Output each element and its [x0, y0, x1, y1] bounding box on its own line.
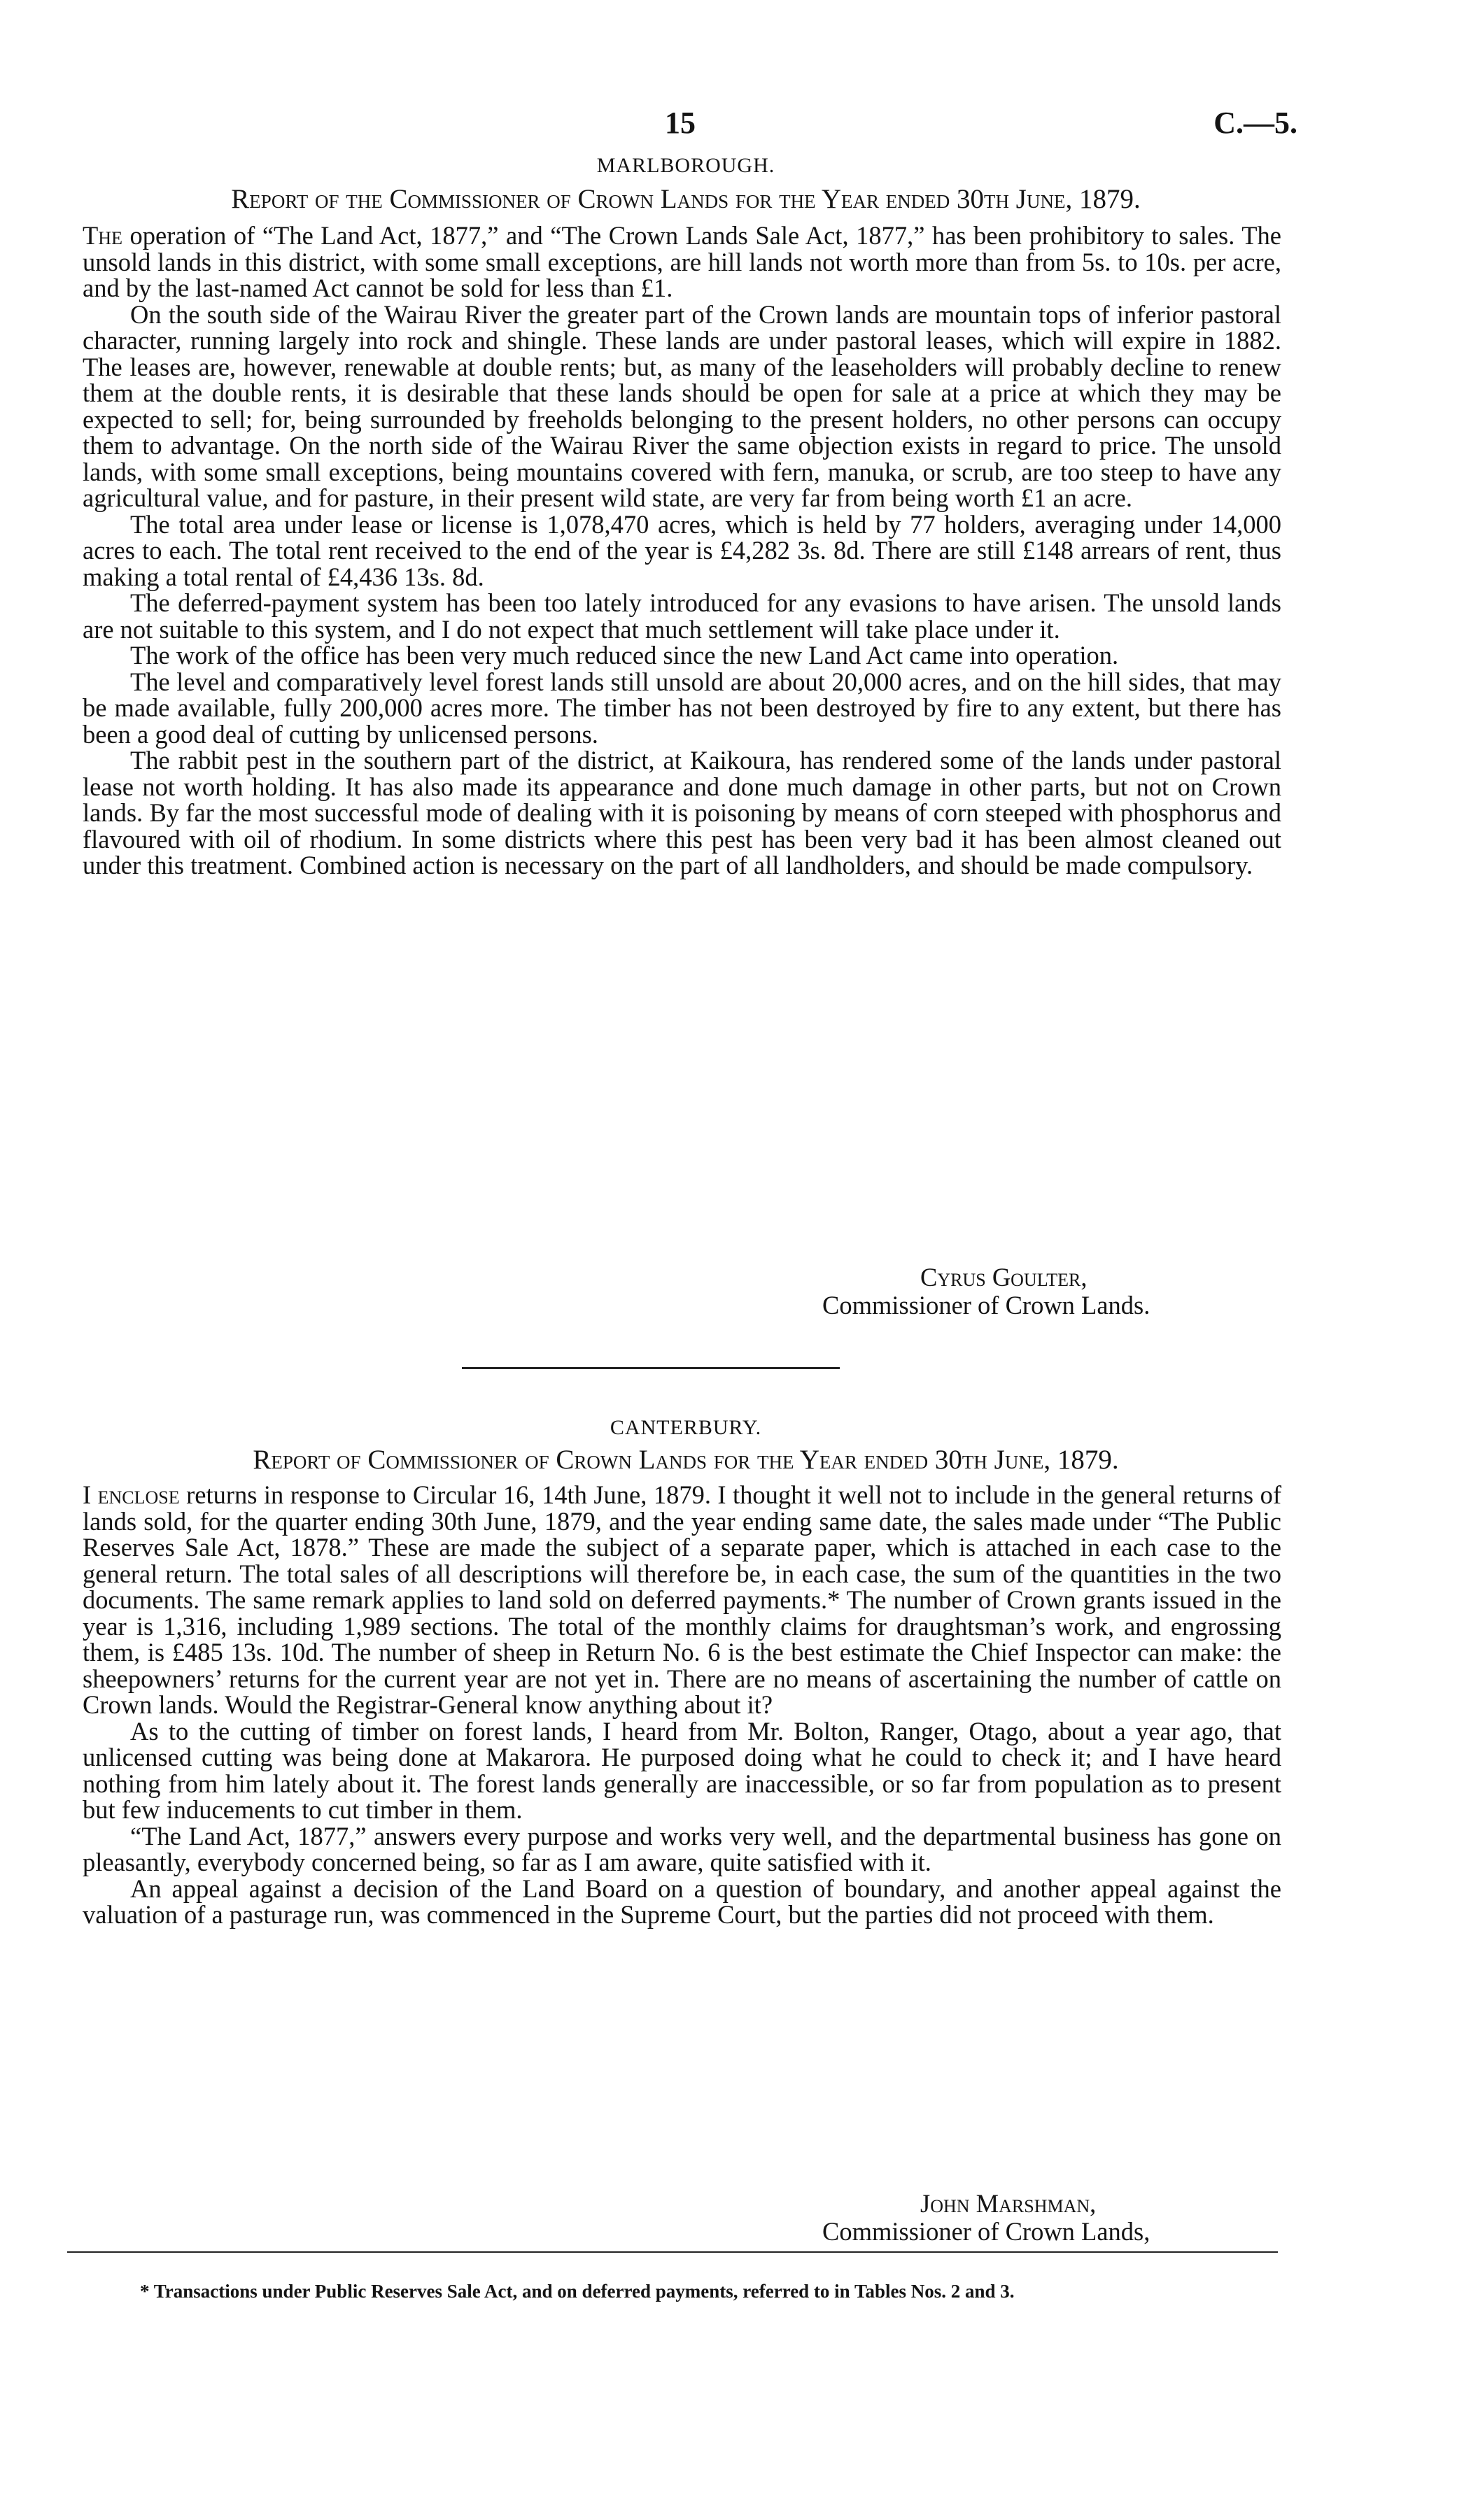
section-divider [462, 1367, 840, 1369]
paragraph-text: returns in response to Circular 16, 14th June, 1879. I thought it well not to include in the general returns of lands sold, for the quarter ending 30th June, 1879, and the year ending same date, the sales made under “The Public Reserves Sale Act, 1878.” These are made the subject of a separate paper, which is attached in each case to the general return. The total sales of all descriptions will therefore be, in each case, the sum of the quantities in the two documents. The same remark applies to land sold on deferred payments.* The number of Crown grants issued in the year is 1,316, including 1,989 sections. The total of the monthly claims for draughtsman’s work, and engrossing them, is £485 13s. 10d. The number of sheep in Return No. 6 is the best estimate the Chief Inspector can make: the sheepowners’ returns for the current year are not yet in. There are no means of ascertaining the number of cattle on Crown lands. Would the Registrar-General know anything about it? [83, 1480, 1281, 1719]
paragraph-lead: The [83, 221, 122, 250]
marlborough-signature [822, 1263, 1312, 1319]
footnote-rule [67, 2251, 1278, 2253]
paragraph: On the south side of the Wairau River the greater part of the Crown lands are mountain tops of inferior pastoral character, running largely into rock and shingle. These lands are under pastoral leases, which will expire in 1882. The leases are, however, renewable at double rents; but, as many of the leaseholders will probably decline to renew them at the double rents, it is desirable that these lands should be open for sale at a price at which they may be expected to sell; for, being surrounded by freeholds belonging to the present holders, no other persons can occupy them to advantage. On the north side of the Wairau River the same objection exists in regard to price. The unsold lands, with some small exceptions, being mountains covered with fern, manuka, or scrub, are too steep to have any agricultural value, and for pasture, in their present wild state, are very far from being worth £1 an acre. [83, 299, 1281, 512]
paragraph-text: operation of “The Land Act, 1877,” and “The Crown Lands Sale Act, 1877,” has been prohibitory to sales. The unsold lands in this district, with some small exceptions, are hill lands not worth more than from 5s. to 10s. per acre, and by the last-named Act cannot be sold for less than £1. [83, 221, 1281, 302]
canterbury-report-title: Report of Commissioner of Crown Lands for the Year ended 30th June, 1879. [253, 1445, 1119, 1475]
paragraph: The level and comparatively level forest lands still unsold are about 20,000 acres, and on the hill sides, that may be made available, fully 200,000 acres more. The timber has not been destroyed by fire to any extent, but there has been a good deal of cutting by unlicensed persons. [83, 667, 1281, 749]
paper-reference: C.—5. [1213, 106, 1297, 140]
paragraph: The deferred-payment system has been too lately introduced for any evasions to have arisen. The unsold lands are not suitable to this system, and I do not expect that much settlement will take place under it. [83, 588, 1281, 644]
canterbury-body [83, 1482, 1281, 1928]
paragraph: “The Land Act, 1877,” answers every purpose and works very well, and the departmental business has gone on pleasantly, everybody concerned being, so far as I am aware, quite satisfied with it. [83, 1821, 1281, 1876]
paragraph-lead: I enclose [83, 1480, 180, 1509]
footnote: * Transactions under Public Reserves Sale Act, and on deferred payments, referred to in Tables Nos. 2 and 3. [140, 2281, 1015, 2302]
marlborough-body [83, 222, 1281, 879]
signatory-name: John Marshman, [920, 2189, 1097, 2218]
paragraph: An appeal against a decision of the Land Board on a question of boundary, and another appeal against the valuation of a pasturage run, was commenced in the Supreme Court, but the parties did not proceed with them. [83, 1874, 1281, 1929]
signatory-name: Cyrus Goulter, [920, 1263, 1088, 1291]
canterbury-heading: CANTERBURY. [610, 1416, 762, 1439]
paragraph: The work of the office has been very much reduced since the new Land Act came into operation. [130, 641, 1119, 670]
paragraph: The total area under lease or license is 1,078,470 acres, which is held by 77 holders, averaging under 14,000 acres to each. The total rent received to the end of the year is £4,282 3s. 8d. There are still £148 arrears of rent, thus making a total rental of £4,436 13s. 8d. [83, 509, 1281, 591]
page-number: 15 [665, 106, 696, 140]
marlborough-report-title: Report of the Commissioner of Crown Lands for the Year ended 30th June, 1879. [231, 184, 1141, 214]
paragraph: As to the cutting of timber on forest lands, I heard from Mr. Bolton, Ranger, Otago, about a year ago, that unlicensed cutting was being done at Makarora. He purposed doing what he could to check it; and I have heard nothing from him lately about it. The forest lands generally are inaccessible, or so far from population as to present but few inducements to cut timber in them. [83, 1716, 1281, 1824]
signatory-title: Commissioner of Crown Lands. [822, 1291, 1150, 1319]
canterbury-signature [822, 2190, 1312, 2246]
paragraph [83, 1482, 1281, 1718]
signatory-title: Commissioner of Crown Lands, [822, 2217, 1150, 2246]
paragraph: The rabbit pest in the southern part of the district, at Kaikoura, has rendered some of the lands under pastoral lease not worth holding. It has also made its appearance and done much damage in other parts, but not on Crown lands. By far the most successful mode of dealing with it is poisoning by means of corn steeped with phosphorus and flavoured with oil of rhodium. In some districts where this pest has been very bad it has been almost cleaned out under this treatment. Combined action is necessary on the part of all landholders, and should be made compulsory. [83, 746, 1281, 879]
paragraph [83, 222, 1281, 302]
marlborough-heading: MARLBOROUGH. [596, 154, 775, 177]
